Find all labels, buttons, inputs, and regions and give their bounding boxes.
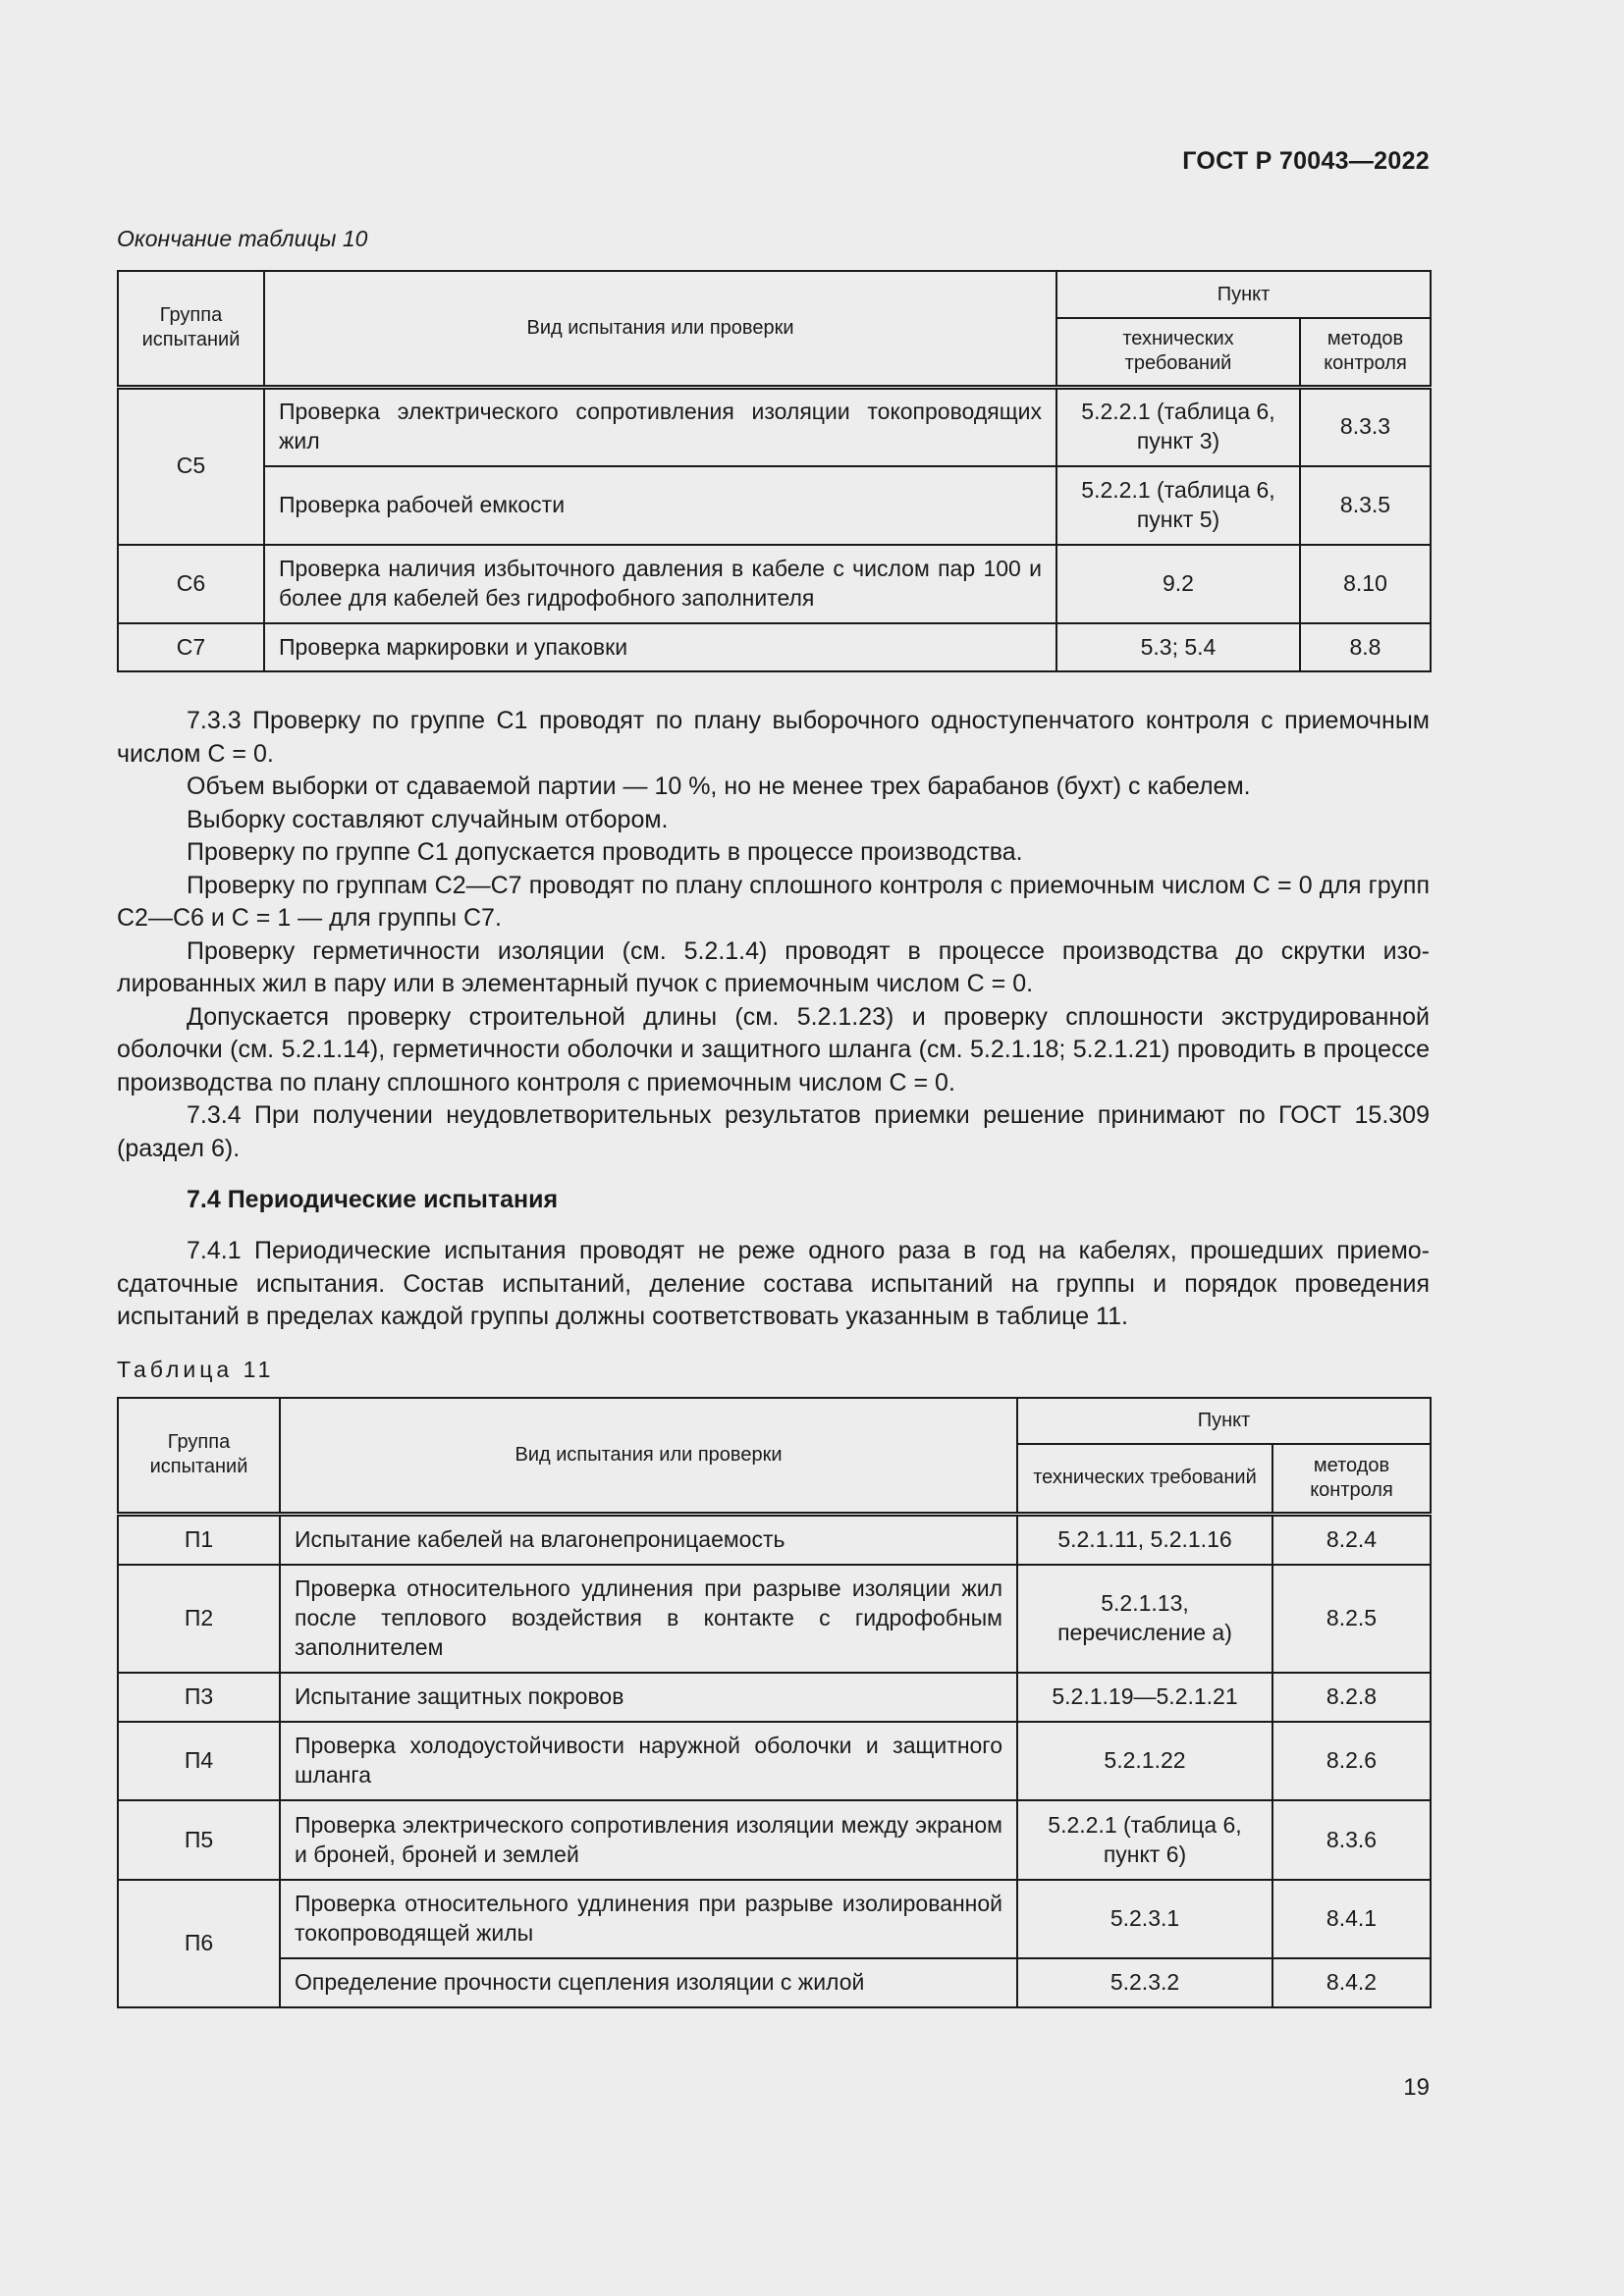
cell-kind: Определение прочности сцепления изоляции с жилой <box>280 1958 1017 2007</box>
cell-kind: Испытание кабелей на влагонепроницаемость <box>280 1514 1017 1565</box>
cell-kind: Проверка электрического сопротивления изоляции между экраном и броней, броней и землей <box>280 1800 1017 1880</box>
paragraph: 7.3.3 Проверку по группе С1 проводят по плану выборочного одноступенчатого контроля с приемочным числом С = 0. <box>117 707 1430 768</box>
cell-kind: Проверка относительного удлинения при разрыве изоляции жил после теплового воздействия в контакте с гидрофобным заполнителем <box>280 1565 1017 1673</box>
cell-methods: 8.2.6 <box>1272 1722 1431 1800</box>
header-group: Группа испытаний <box>118 271 264 387</box>
header-methods: методов контроля <box>1272 1444 1431 1514</box>
section-heading: 7.4 Периодические испытания <box>187 1186 559 1213</box>
table-row <box>118 1673 1431 1722</box>
cell-methods: 8.10 <box>1300 545 1431 623</box>
paragraph: Проверку по группе С1 допускается проводить в процессе производства. <box>187 838 1023 866</box>
paragraph: 7.3.4 При получении неудовлетворительных результатов приемки решение принимают по ГОСТ 15.309 (раздел 6). <box>117 1101 1430 1162</box>
header-kind: Вид испытания или проверки <box>280 1398 1017 1514</box>
cell-kind: Проверка маркировки и упаковки <box>264 623 1056 671</box>
cell-kind: Проверка холодоустойчивости наружной оболочки и защитного шланга <box>280 1722 1017 1800</box>
table-header-row <box>118 1398 1431 1444</box>
standard-code: ГОСТ Р 70043—2022 <box>1182 147 1430 175</box>
cell-tech: 5.2.3.2 <box>1017 1958 1272 2007</box>
cell-kind: Проверка относительного удлинения при разрыве изолированной токопроводящей жилы <box>280 1880 1017 1958</box>
cell-tech: 5.2.2.1 (таблица 6, пункт 3) <box>1056 387 1300 466</box>
paragraph: Объем выборки от сдаваемой партии — 10 %, но не менее трех барабанов (бухт) с кабелем. <box>187 773 1251 800</box>
cell-kind: Испытание защитных покровов <box>280 1673 1017 1722</box>
cell-methods: 8.3.6 <box>1272 1800 1431 1880</box>
cell-group: П5 <box>118 1800 280 1880</box>
cell-methods: 8.8 <box>1300 623 1431 671</box>
cell-tech: 5.2.1.11, 5.2.1.16 <box>1017 1514 1272 1565</box>
table-row <box>118 1880 1431 1958</box>
cell-kind: Проверка электрического сопротивления изоляции токопроводящих жил <box>264 387 1056 466</box>
table-row <box>118 1800 1431 1880</box>
cell-group: П2 <box>118 1565 280 1673</box>
paragraph: Проверку по группам С2—С7 проводят по плану сплошного контроля с приемочным числом С = 0 для групп С2—С6 и С = 1 — для группы С7. <box>117 871 1430 932</box>
cell-methods: 8.2.8 <box>1272 1673 1431 1722</box>
table-header-row <box>118 271 1431 318</box>
paragraph: Проверку герметичности изоляции (см. 5.2.1.4) проводят в процессе производства до скрутки изолированных жил в пару или в элементарный пучок с приемочным числом С = 0. <box>117 936 1430 997</box>
header-kind: Вид испытания или проверки <box>264 271 1056 387</box>
header-clause: Пункт <box>1056 271 1431 318</box>
cell-methods: 8.3.3 <box>1300 387 1431 466</box>
page-number: 19 <box>1403 2074 1430 2101</box>
cell-tech: 9.2 <box>1056 545 1300 623</box>
header-group: Группа испытаний <box>118 1398 280 1514</box>
cell-tech: 5.2.2.1 (таблица 6, пункт 5) <box>1056 466 1300 545</box>
cell-group: С5 <box>118 387 264 545</box>
cell-tech: 5.2.1.19—5.2.1.21 <box>1017 1673 1272 1722</box>
cell-methods: 8.2.4 <box>1272 1514 1431 1565</box>
cell-methods: 8.4.1 <box>1272 1880 1431 1958</box>
cell-methods: 8.4.2 <box>1272 1958 1431 2007</box>
cell-tech: 5.2.2.1 (таблица 6, пункт 6) <box>1017 1800 1272 1880</box>
header-methods: методов контроля <box>1300 318 1431 387</box>
table-row <box>118 1514 1431 1565</box>
table-row <box>118 545 1431 623</box>
table-10 <box>117 270 1432 672</box>
paragraph: Выборку составляют случайным отбором. <box>187 805 669 833</box>
cell-methods: 8.3.5 <box>1300 466 1431 545</box>
table-row <box>118 1722 1431 1800</box>
cell-group: П1 <box>118 1514 280 1565</box>
cell-group: П4 <box>118 1722 280 1800</box>
header-clause: Пункт <box>1017 1398 1431 1444</box>
header-tech: технических требований <box>1017 1444 1272 1514</box>
table-row <box>118 623 1431 671</box>
cell-tech: 5.2.1.13, перечисление а) <box>1017 1565 1272 1673</box>
cell-group: П3 <box>118 1673 280 1722</box>
cell-group: С7 <box>118 623 264 671</box>
cell-kind: Проверка рабочей емкости <box>264 466 1056 545</box>
cell-tech: 5.3; 5.4 <box>1056 623 1300 671</box>
cell-kind: Проверка наличия избыточного давления в кабеле с числом пар 100 и более для кабелей без гидрофобного заполнителя <box>264 545 1056 623</box>
paragraph: Допускается проверку строительной длины (см. 5.2.1.23) и проверку сплошности экструдированной оболочки (см. 5.2.1.14), герметичности оболочки и защитного шланга (см. 5.2.1.18; 5.2.1.21) проводить в процессе производства по плану сплошного контроля с приемочным числом С = 0. <box>117 1002 1430 1096</box>
table-11 <box>117 1397 1432 2008</box>
cell-group: П6 <box>118 1880 280 2007</box>
table-row <box>118 1565 1431 1673</box>
cell-methods: 8.2.5 <box>1272 1565 1431 1673</box>
section-7-4-text <box>117 1235 1430 1334</box>
table-row <box>118 466 1431 545</box>
section-7-3-text <box>117 705 1430 1165</box>
table-row <box>118 1958 1431 2007</box>
cell-group: С6 <box>118 545 264 623</box>
cell-tech: 5.2.3.1 <box>1017 1880 1272 1958</box>
paragraph: 7.4.1 Периодические испытания проводят не реже одного раза в год на кабелях, прошедших приемо-сдаточные испытания. Состав испытаний, деление состава испытаний на группы и порядок проведения испытаний в пределах каждой группы должны соответствовать указанным в таблице 11. <box>117 1237 1430 1330</box>
cell-tech: 5.2.1.22 <box>1017 1722 1272 1800</box>
table11-caption: Таблица 11 <box>117 1357 275 1382</box>
header-tech: технических требований <box>1056 318 1300 387</box>
table-row <box>118 387 1431 466</box>
table10-caption: Окончание таблицы 10 <box>117 226 368 251</box>
